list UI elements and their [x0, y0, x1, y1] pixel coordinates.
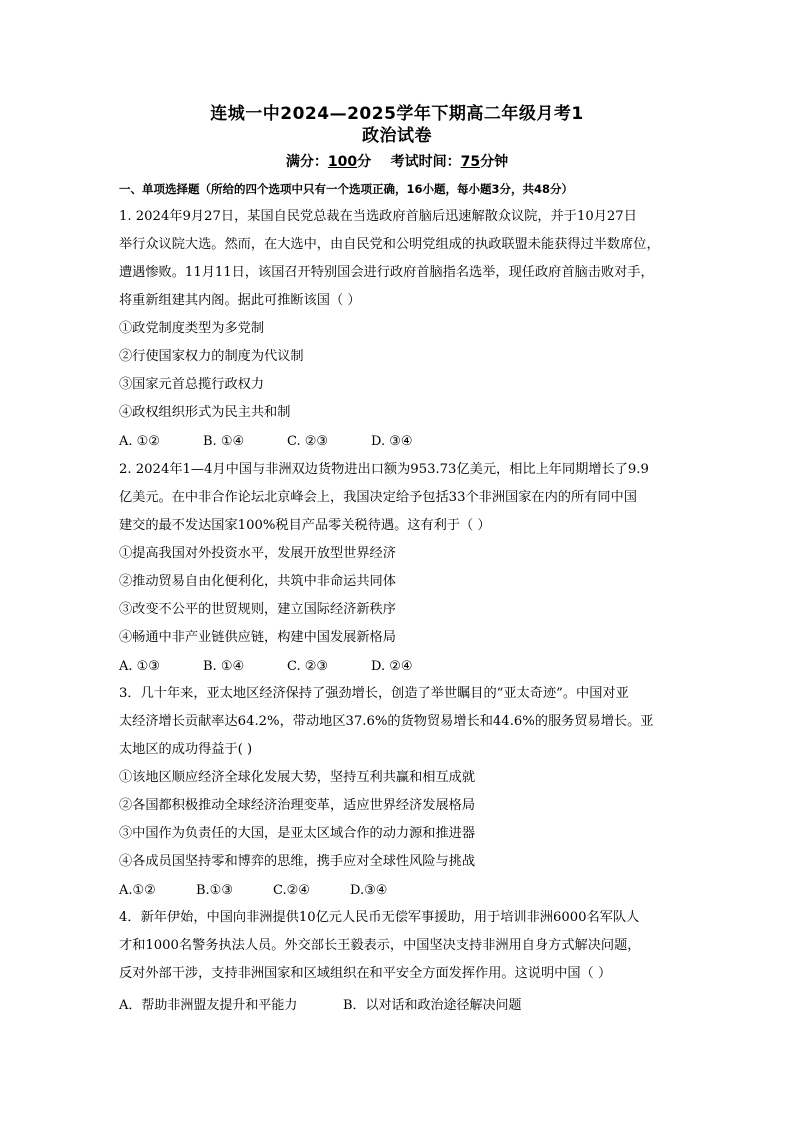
option-c[interactable]: C. ②③: [287, 434, 329, 449]
question-2-line-2: 亿美元。在中非合作论坛北京峰会上，我国决定给予包括33个非洲国家在内的所有同中国: [119, 490, 637, 505]
question-2-statement-2: ②推动贸易自由化便利化，共筑中非命运共同体: [119, 574, 396, 589]
question-1-statement-2: ②行使国家权力的制度为代议制: [119, 349, 304, 364]
option-c[interactable]: C. ②③: [287, 659, 329, 674]
question-2-line-3: 建交的最不发达国家100%税目产品零关税待遇。这有利于（ ）: [119, 518, 491, 533]
question-4-options: [119, 994, 522, 1013]
time-label: 考试时间：: [390, 154, 461, 170]
question-1-statement-3: ③国家元首总揽行政权力: [119, 377, 265, 392]
time-unit: 分钟: [480, 154, 509, 170]
question-1-line-1: 1. 2024年9月27日，某国自民党总裁在当选政府首脑后迅速解散众议院，并于10月27日: [119, 209, 637, 224]
time-value: 75: [460, 154, 481, 170]
question-2-line-1: 2. 2024年1—4月中国与非洲双边货物进出口额为953.73亿美元，相比上年同期增长了9.9: [119, 462, 649, 477]
question-2-statement-4: ④畅通中非产业链供应链，构建中国发展新格局: [119, 630, 396, 645]
full-marks-unit: 分: [357, 154, 372, 170]
question-3-options: [119, 883, 427, 898]
question-1-statement-1: ①政党制度类型为多党制: [119, 321, 265, 336]
option-b[interactable]: B.①③: [196, 883, 233, 898]
question-3-line-1: 3．几十年来，亚太地区经济保持了强劲增长，创造了举世瞩目的“亚太奇迹”。中国对亚: [119, 686, 629, 701]
question-1-line-2: 举行众议院大选。然而，在大选中，由自民党和公明党组成的执政联盟未能获得过半数席位，: [119, 237, 660, 252]
option-b[interactable]: B．以对话和政治途径解决问题: [343, 998, 522, 1013]
question-3-line-3: 太地区的成功得益于( ): [119, 742, 253, 757]
option-b[interactable]: B. ①④: [203, 434, 245, 449]
question-1-line-4: 将重新组建其内阁。据此可推断该国（ ）: [119, 293, 361, 308]
exam-subject: 政治试卷: [362, 126, 432, 146]
question-3-line-2: 太经济增长贡献率达64.2%，带动地区37.6%的货物贸易增长和44.6%的服务贸易增长。亚: [119, 714, 654, 729]
option-c[interactable]: C.②④: [273, 883, 310, 898]
option-a[interactable]: A. ①③: [119, 659, 160, 674]
exam-title: 连城一中2024—2025学年下期高二年级月考1: [210, 104, 584, 124]
question-4-line-3: 反对外部干涉，支持非洲国家和区域组织在和平安全方面发挥作用。这说明中国（ ）: [119, 966, 612, 981]
question-1-line-3: 遭遇惨败。11月11日，该国召开特别国会进行政府首脑指名选举，现任政府首脑击败对手，: [119, 265, 654, 280]
option-d[interactable]: D. ③④: [371, 434, 413, 449]
question-4-line-2: 才和1000名警务执法人员。外交部长王毅表示，中国坚决支持非洲用自身方式解决问题，: [119, 938, 641, 953]
question-3-statement-2: ②各国都积极推动全球经济治理变革，适应世界经济发展格局: [119, 798, 476, 813]
question-3-statement-4: ④各成员国坚持零和博弈的思维，携手应对全球性风险与挑战: [119, 854, 476, 869]
exam-meta: [0, 151, 794, 171]
option-a[interactable]: A.①②: [119, 883, 156, 898]
full-marks-label: 满分：: [285, 154, 328, 170]
question-3-statement-3: ③中国作为负责任的大国，是亚太区域合作的动力源和推进器: [119, 826, 476, 841]
question-2-statement-3: ③改变不公平的世贸规则，建立国际经济新秩序: [119, 602, 396, 617]
option-d[interactable]: D.③④: [350, 883, 388, 898]
question-2-options: [119, 659, 455, 674]
question-1-statement-4: ④政权组织形式为民主共和制: [119, 405, 291, 420]
option-a[interactable]: A．帮助非洲盟友提升和平能力: [119, 998, 298, 1013]
full-marks-value: 100: [327, 154, 358, 170]
option-d[interactable]: D. ②④: [371, 659, 413, 674]
question-2-statement-1: ①提高我国对外投资水平，发展开放型世界经济: [119, 546, 396, 561]
option-a[interactable]: A. ①②: [119, 434, 160, 449]
question-1-options: [119, 434, 455, 449]
question-3-statement-1: ①该地区顺应经济全球化发展大势，坚持互利共赢和相互成就: [119, 770, 476, 785]
section-heading: 一、单项选择题（所给的四个选项中只有一个选项正确，16小题，每小题3分，共48分）: [119, 182, 574, 196]
question-4-line-1: 4．新年伊始，中国向非洲提供10亿元人民币无偿军事援助，用于培训非洲6000名军队人: [119, 910, 640, 925]
option-b[interactable]: B. ①④: [203, 659, 245, 674]
